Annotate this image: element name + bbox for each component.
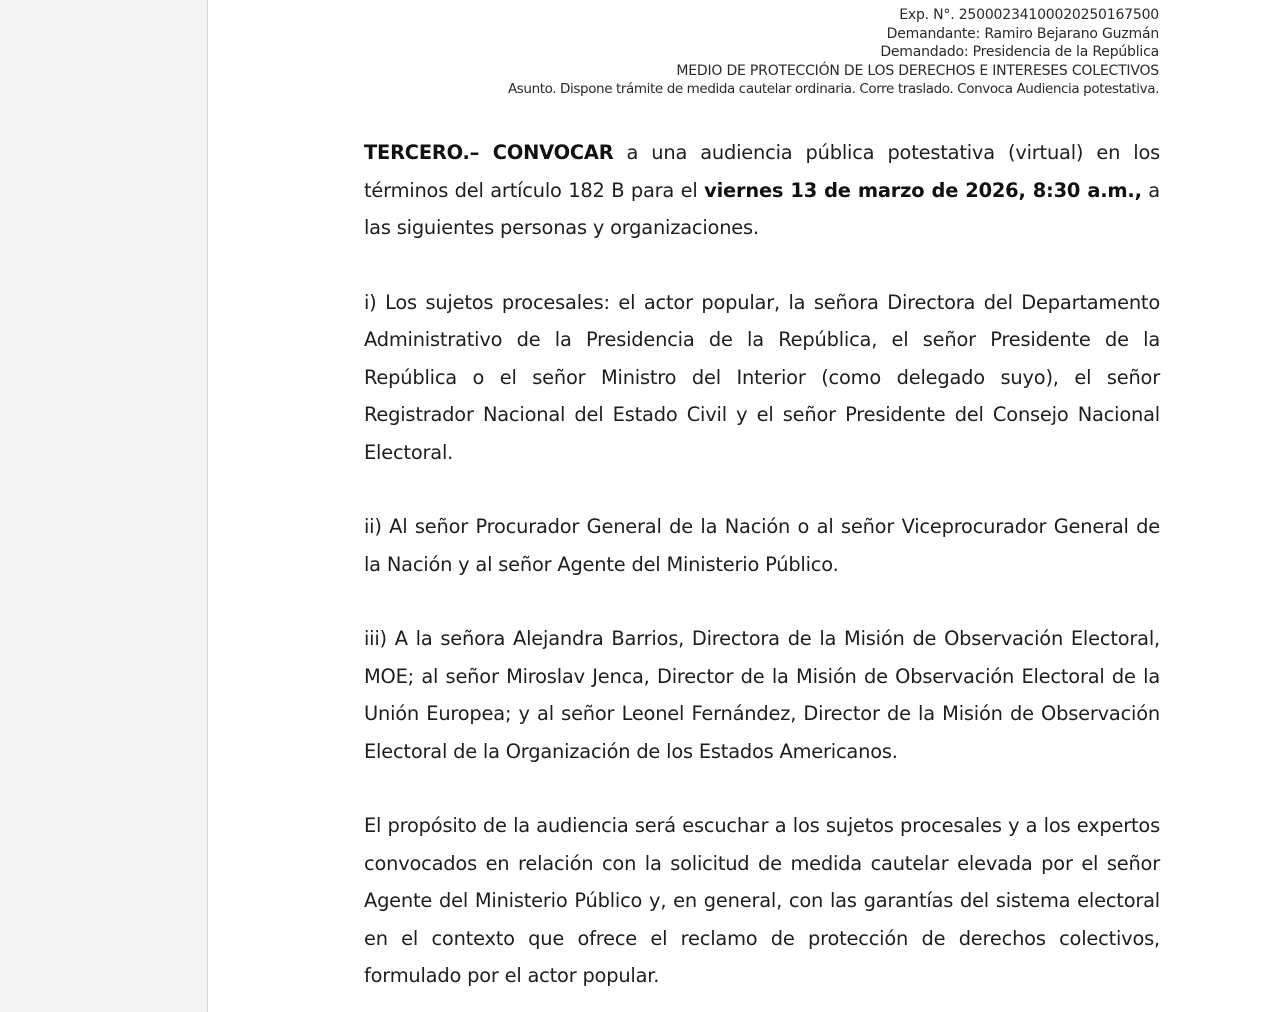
paragraph-tercero [364, 134, 1160, 247]
case-subject: Asunto. Dispone trámite de medida cautelar ordinaria. Corre traslado. Convoca Audiencia potestativa. [507, 81, 1159, 97]
defendant: Demandado: Presidencia de la República [880, 44, 1159, 60]
viewer-background [0, 0, 207, 1012]
paragraph-text: a una audiencia pública potestativa (virtual) en los términos del artículo 182 B para el [364, 141, 1161, 202]
case-number: Exp. N°. 25000234100020250167500 [899, 7, 1159, 23]
document-page[interactable] [207, 0, 1280, 1012]
document-body [364, 134, 1160, 995]
paragraph-text: a las siguientes personas y organizaciones. [364, 178, 1160, 239]
paragraph-item-iii: iii) A la señora Alejandra Barrios, Directora de la Misión de Observación Electoral, MOE; al señor Miroslav Jenca, Director de la Misión de Observación Electoral de la Unión Europea; y al señor Leonel Fernández, Director de la Misión de Observación Electoral de la Organización de los Estados Americanos. [364, 627, 1160, 763]
paragraph-item-ii: ii) Al señor Procurador General de la Nación o al señor Viceprocurador General de la Nación y al señor Agente del Ministerio Público. [364, 515, 1160, 576]
case-header [508, 6, 1159, 99]
paragraph-item-i: i) Los sujetos procesales: el actor popular, la señora Directora del Departamento Administrativo de la Presidencia de la República, el señor Presidente de la República o el señor Ministro del Interior (como delegado suyo), el señor Registrador Nacional del Estado Civil y el señor Presidente del Consejo Nacional Electoral. [364, 290, 1160, 464]
plaintiff: Demandante: Ramiro Bejarano Guzmán [886, 25, 1159, 42]
paragraph-purpose: El propósito de la audiencia será escuchar a los sujetos procesales y a los expertos convocados en relación con la solicitud de medida cautelar elevada por el señor Agente del Ministerio Público y, en general, con las garantías del sistema electoral en el contexto que ofrece el reclamo de protección de derechos colectivos, formulado por el actor popular. [364, 814, 1160, 987]
resolution-label: TERCERO.– CONVOCAR [364, 141, 614, 164]
proceeding-type: MEDIO DE PROTECCIÓN DE LOS DERECHOS E INTERESES COLECTIVOS [676, 62, 1159, 79]
hearing-date: viernes 13 de marzo de 2026, 8:30 a.m., [704, 178, 1142, 202]
